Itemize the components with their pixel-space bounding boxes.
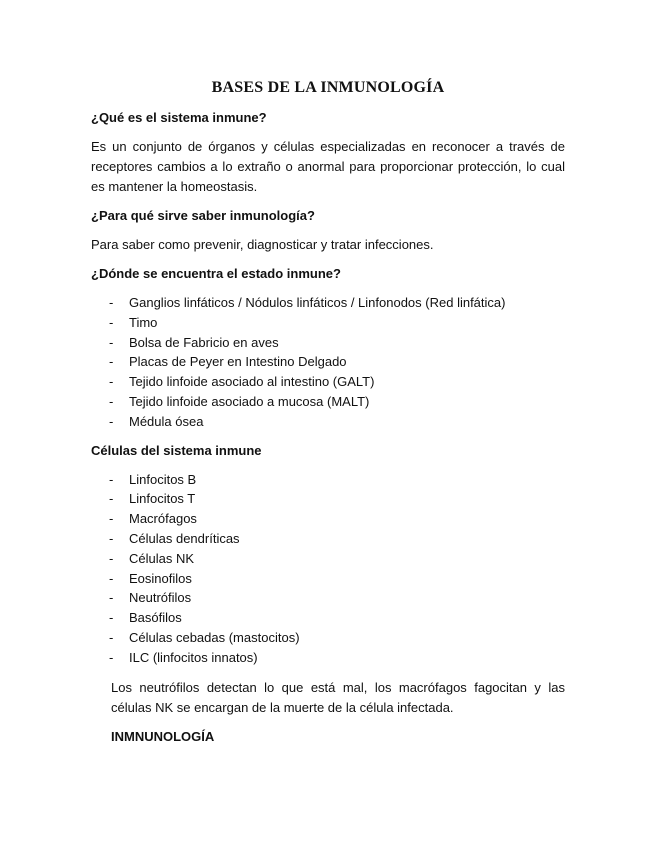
- list-item-text: Linfocitos T: [129, 491, 196, 507]
- list-item: [91, 412, 565, 432]
- list-bullet: -: [109, 393, 114, 409]
- question-what-is-immune-system: ¿Qué es el sistema inmune?: [91, 110, 267, 125]
- list-bullet: -: [109, 511, 114, 527]
- list-item: [91, 569, 565, 589]
- list-bullet: -: [109, 334, 114, 350]
- list-bullet: -: [109, 530, 114, 546]
- list-bullet: -: [109, 314, 114, 330]
- list-item-text: ILC (linfocitos innatos): [129, 649, 258, 665]
- list-item-text: Médula ósea: [129, 413, 204, 429]
- list-item: [91, 392, 565, 412]
- list-item: [91, 372, 565, 392]
- list-bullet: -: [109, 570, 114, 586]
- list-item: [91, 470, 565, 490]
- list-item: [91, 293, 565, 313]
- list-bullet: -: [109, 374, 114, 390]
- list-item-text: Ganglios linfáticos / Nódulos linfáticos / Linfonodos (Red linfática): [129, 295, 506, 310]
- list-item-text: Eosinofilos: [129, 570, 192, 586]
- immune-organs-list: [91, 293, 565, 432]
- list-bullet: -: [109, 649, 114, 665]
- paragraph-definition: Es un conjunto de órganos y células especializadas en reconocer a través de receptores cambios a lo extraño o anormal para proporcionar protección, lo cual es mantener la homeostasis.: [91, 139, 565, 194]
- list-item: [91, 549, 565, 569]
- list-item: [91, 648, 565, 668]
- list-item: [91, 333, 565, 353]
- list-bullet: -: [109, 629, 114, 645]
- list-item-text: Timo: [129, 314, 158, 330]
- list-bullet: -: [109, 610, 114, 626]
- list-item-text: Células NK: [129, 550, 195, 566]
- document-body: [91, 78, 565, 746]
- immune-cells-list: [91, 470, 565, 668]
- heading-immune-cells: Células del sistema inmune: [91, 442, 262, 458]
- list-item: [91, 313, 565, 333]
- list-item-text: Tejido linfoide asociado al intestino (GALT): [129, 374, 375, 390]
- list-bullet: -: [109, 550, 114, 566]
- list-item-text: Macrófagos: [129, 511, 197, 527]
- list-item-text: Linfocitos B: [129, 471, 197, 487]
- question-why-immunology: ¿Para qué sirve saber inmunología?: [91, 208, 315, 223]
- list-item: [91, 628, 565, 648]
- list-item-text: Tejido linfoide asociado a mucosa (MALT): [129, 393, 370, 409]
- list-bullet: -: [109, 491, 114, 507]
- list-item-text: Células cebadas (mastocitos): [129, 629, 300, 645]
- paragraph-cell-functions: Los neutrófilos detectan lo que está mal, los macrófagos fagocitan y las células NK se encargan de la muerte de la célula infectada.: [111, 679, 565, 715]
- list-item: [91, 529, 565, 549]
- list-bullet: -: [109, 471, 114, 487]
- list-item-text: Bolsa de Fabricio en aves: [129, 334, 279, 350]
- list-bullet: -: [109, 354, 114, 370]
- paragraph-purpose: Para saber como prevenir, diagnosticar y tratar infecciones.: [91, 237, 434, 252]
- list-item: [91, 352, 565, 372]
- document-title: BASES DE LA INMUNOLOGÍA: [211, 79, 445, 96]
- section-heading-immunology: INMNUNOLOGÍA: [111, 728, 215, 744]
- list-item: [91, 588, 565, 608]
- list-item-text: Placas de Peyer en Intestino Delgado: [129, 354, 347, 370]
- list-item-text: Basófilos: [129, 610, 182, 626]
- list-item: [91, 489, 565, 509]
- list-item: [91, 509, 565, 529]
- list-bullet: -: [109, 295, 114, 310]
- question-where-immune-state: ¿Dónde se encuentra el estado inmune?: [91, 266, 341, 281]
- list-bullet: -: [109, 413, 114, 429]
- list-item-text: Neutrófilos: [129, 590, 192, 606]
- list-item-text: Células dendríticas: [129, 530, 240, 546]
- list-item: [91, 608, 565, 628]
- list-bullet: -: [109, 590, 114, 606]
